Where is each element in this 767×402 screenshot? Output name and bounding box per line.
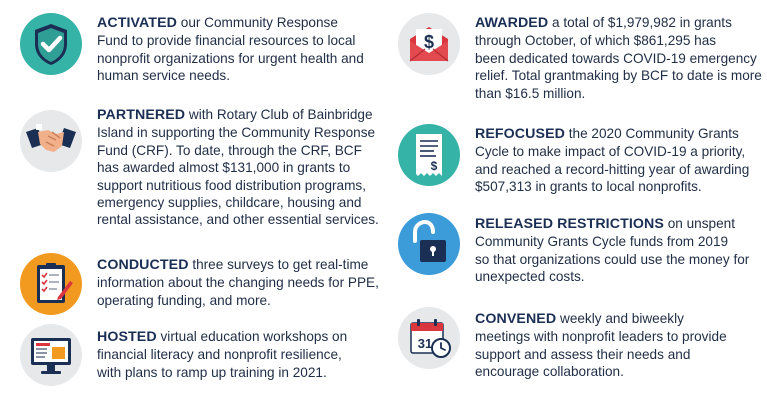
awarded-paragraph: [475, 14, 765, 102]
released-keyword: RELEASED RESTRICTIONS: [475, 216, 664, 232]
partnered-text: with Rotary Club of Bainbridge Island in supporting the Community Response Fund (CRF). To date, through the CRF, BCF has awarded almost $131,000 in grants to support nutritious food distribution programs, emergency supplies, childcare, housing and rental assistance, and other essential services.: [97, 107, 379, 228]
svg-text:$: $: [423, 32, 435, 52]
convened-keyword: CONVENED: [475, 311, 557, 327]
released-text: on unspent Community Grants Cycle funds from 2019 so that organizations could use the money for unexpected costs.: [475, 216, 750, 285]
shield-check-icon: [20, 13, 82, 75]
envelope-dollar-icon: [398, 13, 460, 75]
calendar-clock-icon: [398, 307, 460, 369]
partnered-keyword: PARTNERED: [97, 107, 186, 123]
activated-paragraph: [97, 14, 387, 85]
computer-monitor-icon: [20, 324, 82, 386]
refocused-text: the 2020 Community Grants Cycle to make impact of COVID-19 a priority, and reached a record-hitting year of awarding $507,313 in grants to local nonprofits.: [475, 126, 750, 195]
conducted-keyword: CONDUCTED: [97, 257, 189, 273]
refocused-keyword: REFOCUSED: [475, 126, 565, 142]
convened-text: weekly and biweekly meetings with nonprofit leaders to provide support and assess their needs and encourage collaboration.: [475, 311, 727, 380]
clipboard-survey-icon: [20, 253, 82, 315]
hosted-keyword: HOSTED: [97, 329, 157, 345]
convened-paragraph: [475, 310, 765, 381]
handshake-icon: [20, 110, 82, 172]
refocused-paragraph: [475, 125, 765, 196]
activated-keyword: ACTIVATED: [97, 15, 177, 31]
partnered-paragraph: [97, 106, 387, 229]
awarded-text: a total of $1,979,982 in grants through October, of which $861,295 has been dedicated towards COVID-19 emergency relief. Total grantmaking by BCF to date is more than $16.5 million.: [475, 15, 762, 101]
conducted-paragraph: [97, 256, 387, 309]
hosted-text: virtual education workshops on financial literacy and nonprofit resilience, with plans to ramp up training in 2021.: [97, 329, 348, 380]
hosted-paragraph: [97, 328, 387, 381]
awarded-keyword: AWARDED: [475, 15, 549, 31]
svg-text:$: $: [430, 159, 438, 173]
calendar-day-label: 31: [417, 336, 433, 351]
conducted-text: three surveys to get real-time information about the changing needs for PPE, operating funding, and more.: [97, 257, 379, 308]
released-paragraph: [475, 215, 765, 286]
unlocked-padlock-icon: [398, 213, 460, 275]
activated-text: our Community Response Fund to provide financial resources to local nonprofit organizations for urgent health and human service needs.: [97, 15, 364, 84]
receipt-dollar-icon: [398, 124, 460, 186]
